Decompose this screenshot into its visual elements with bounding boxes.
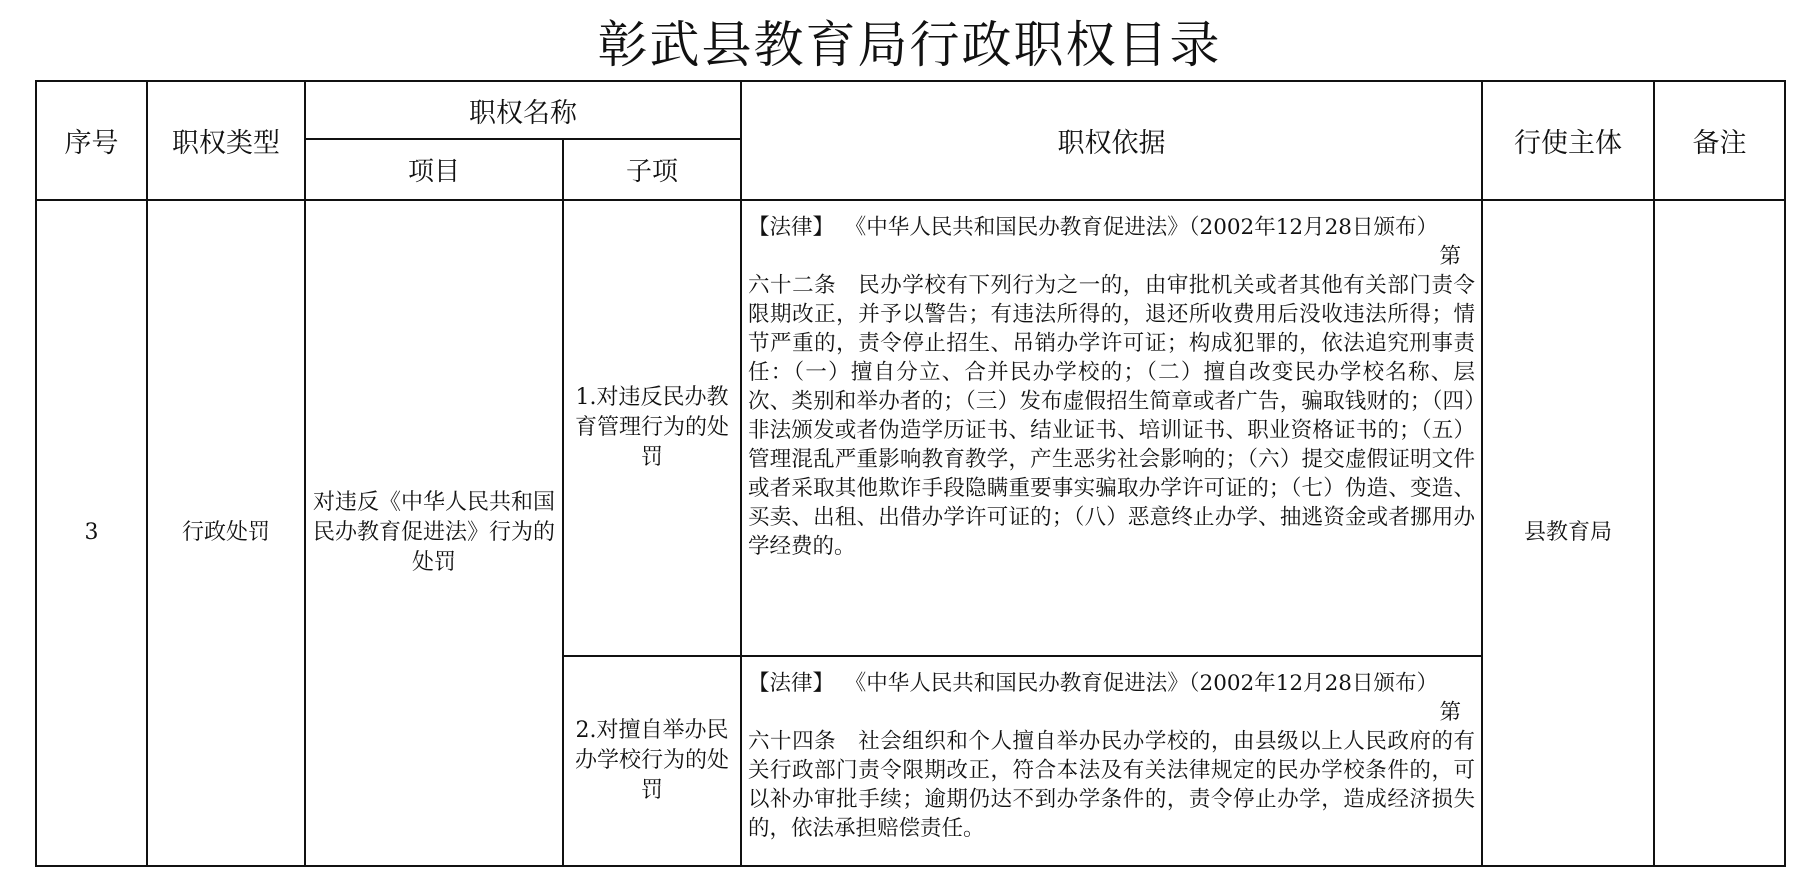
header-basis: 职权依据 — [741, 81, 1482, 200]
row-subject: 县教育局 — [1482, 200, 1654, 866]
subitem-1-law-line — [748, 215, 1438, 240]
subitem-1-name: 1.对违反民办教育管理行为的处罚 — [563, 200, 741, 656]
page-title: 彰武县教育局行政职权目录 — [597, 16, 1222, 74]
table-row — [36, 200, 1785, 656]
subitem-2-law-tag: 【法律】 — [748, 671, 835, 696]
header-project: 项目 — [305, 139, 563, 200]
subitem-2-basis — [741, 656, 1482, 866]
subitem-1-article-prefix: 第 — [1439, 244, 1461, 269]
row-remarks — [1654, 200, 1785, 866]
subitem-1-law-name: 《中华人民共和国民办教育促进法》（2002年12月28日颁布） — [844, 215, 1438, 240]
header-remarks: 备注 — [1654, 81, 1785, 200]
header-name: 职权名称 — [305, 81, 741, 139]
subitem-2-law-line — [748, 671, 1438, 696]
subitem-2-law-name: 《中华人民共和国民办教育促进法》（2002年12月28日颁布） — [844, 671, 1438, 696]
header-subitem: 子项 — [563, 139, 741, 200]
subitem-2-article-prefix: 第 — [1439, 700, 1461, 725]
row-seq: 3 — [36, 200, 147, 866]
subitem-2-name: 2.对擅自举办民办学校行为的处罚 — [563, 656, 741, 866]
subitem-2-basis-text: 六十四条 社会组织和个人擅自举办民办学校的，由县级以上人民政府的有关行政部门责令限期改正，符合本法及有关法律规定的民办学校条件的，可以补办审批手续；逾期仍达不到办学条件的，责令停止办学，造成经济损失的，依法承担赔偿责任。 — [748, 729, 1475, 841]
header-type: 职权类型 — [147, 81, 305, 200]
subitem-1-law-tag: 【法律】 — [748, 215, 835, 240]
header-row-1 — [36, 81, 1785, 139]
header-seq: 序号 — [36, 81, 147, 200]
header-subject: 行使主体 — [1482, 81, 1654, 200]
row-type: 行政处罚 — [147, 200, 305, 866]
subitem-1-basis-text: 六十二条 民办学校有下列行为之一的，由审批机关或者其他有关部门责令限期改正，并予以警告；有违法所得的，退还所收费用后没收违法所得；情节严重的，责令停止招生、吊销办学许可证；构成犯罪的，依法追究刑事责任：（一）擅自分立、合并民办学校的；（二）擅自改变民办学校名称、层次、类别和举办者的；（三）发布虚假招生简章或者广告，骗取钱财的；（四）非法颁发或者伪造学历证书、结业证书、培训证书、职业资格证书的；（五）管理混乱严重影响教育教学，产生恶劣社会影响的；（六）提交虚假证明文件或者采取其他欺诈手段隐瞒重要事实骗取办学许可证的；（七）伪造、变造、买卖、出租、出借办学许可证的；（八）恶意终止办学、抽逃资金或者挪用办学经费的。 — [748, 273, 1475, 559]
row-project: 对违反《中华人民共和国民办教育促进法》行为的处罚 — [305, 200, 563, 866]
subitem-1-basis — [741, 200, 1482, 656]
authority-catalog-table — [35, 80, 1786, 867]
